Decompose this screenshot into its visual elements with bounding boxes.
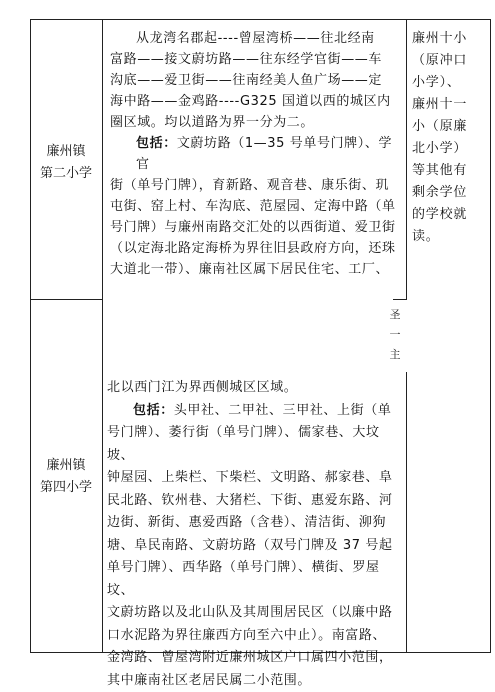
school-label: 第四小学 bbox=[30, 477, 102, 499]
table-right-border bbox=[490, 19, 491, 653]
desc-line: 沟底——爱卫街——往南经美人鱼广场——定 bbox=[110, 70, 404, 91]
school-column-divider bbox=[102, 19, 103, 653]
includes-line: 口水泥路为界往廉西方向至六中止）。南富路、 bbox=[107, 625, 405, 648]
includes-line: 街（单号门牌），育新路、观音巷、康乐街、玑 bbox=[110, 175, 404, 196]
right-column-divider-upper bbox=[406, 19, 407, 299]
margin-note-char: 主 bbox=[386, 345, 404, 365]
school-town: 廉州镇 bbox=[30, 455, 102, 477]
includes-first: 文蔚坊路（1—35 号单号门牌）、学官 bbox=[136, 136, 392, 172]
desc-line: 圈区域。均以道路为界一分为二。 bbox=[110, 112, 404, 133]
note-line: 北小学） bbox=[412, 138, 490, 160]
table-left-border bbox=[30, 19, 31, 653]
includes-line: 钟屋园、上柴栏、下柴栏、文明路、郝家巷、阜 bbox=[107, 467, 405, 490]
includes-line: 文蔚坊路以及北山队及其周围居民区（以廉中路 bbox=[107, 602, 405, 625]
zone-description-4 bbox=[107, 377, 405, 692]
row-divider bbox=[30, 299, 103, 300]
includes-label: 包括： bbox=[136, 136, 177, 151]
includes-line: 民北路、钦州巷、大猪栏、下街、惠爱东路、河 bbox=[107, 490, 405, 513]
includes-line: 号门牌）与廉州南路交汇处的以西街道、爱卫街 bbox=[110, 217, 404, 238]
note-line: 廉州十小 bbox=[412, 28, 490, 50]
includes-line: 大道北一带）、廉南社区属下居民住宅、工厂、 bbox=[110, 259, 404, 280]
row-divider-right bbox=[393, 299, 407, 300]
school-name-4 bbox=[30, 455, 102, 499]
includes-label: 包括： bbox=[133, 403, 174, 418]
includes-line: 塘、阜民南路、文蔚坊路（双号门牌及 37 号起 bbox=[107, 535, 405, 558]
includes-line: 单号门牌）、西华路（单号门牌）、横街、罗屋坟、 bbox=[107, 557, 405, 602]
other-schools-note bbox=[412, 28, 490, 248]
includes-line bbox=[107, 400, 405, 423]
desc-line: 富路——接文蔚坊路——往东经学官街——车 bbox=[110, 49, 404, 70]
note-line: 剩余学位 bbox=[412, 182, 490, 204]
note-line: 的学校就 bbox=[412, 204, 490, 226]
includes-line: （以定海北路定海桥为界往旧县政府方向，还珠 bbox=[110, 238, 404, 259]
right-column-divider-lower bbox=[406, 372, 407, 653]
includes-line: 屯街、窑上村、车沟底、范屋园、定海中路（单 bbox=[110, 196, 404, 217]
includes-first: 头甲社、二甲社、三甲社、上街（单 bbox=[174, 403, 392, 418]
includes-line: 号门牌）、萎行街（单号门牌）、儒家巷、大坟坡、 bbox=[107, 422, 405, 467]
table-top-border bbox=[30, 19, 491, 20]
note-line: 读。 bbox=[412, 226, 490, 248]
school-name-2 bbox=[30, 141, 102, 185]
zone-description-2 bbox=[110, 28, 404, 280]
includes-line: 金湾路、曾屋湾附近廉州城区户口属四小范围， bbox=[107, 647, 405, 670]
school-label: 第二小学 bbox=[30, 163, 102, 185]
note-line: 小学）、 bbox=[412, 72, 490, 94]
school-town: 廉州镇 bbox=[30, 141, 102, 163]
note-line: 小（原廉 bbox=[412, 116, 490, 138]
desc-line: 从龙湾名郡起----曾屋湾桥——往北经南 bbox=[110, 28, 404, 49]
desc-line: 北以西门江为界西侧城区区域。 bbox=[107, 377, 405, 400]
note-line: 廉州十一 bbox=[412, 94, 490, 116]
includes-line: 边街、新街、惠爱西路（含巷）、清洁街、泖狗 bbox=[107, 512, 405, 535]
margin-note-char: 圣 bbox=[386, 305, 404, 325]
note-line: 等其他有 bbox=[412, 160, 490, 182]
margin-note-char: 一 bbox=[386, 325, 404, 345]
margin-note bbox=[386, 305, 404, 365]
includes-line bbox=[110, 133, 404, 175]
desc-line: 海中路——金鸡路----G325 国道以西的城区内 bbox=[110, 91, 404, 112]
note-line: （原冲口 bbox=[412, 50, 490, 72]
includes-line: 其中廉南社区老居民属二小范围。 bbox=[107, 670, 405, 692]
